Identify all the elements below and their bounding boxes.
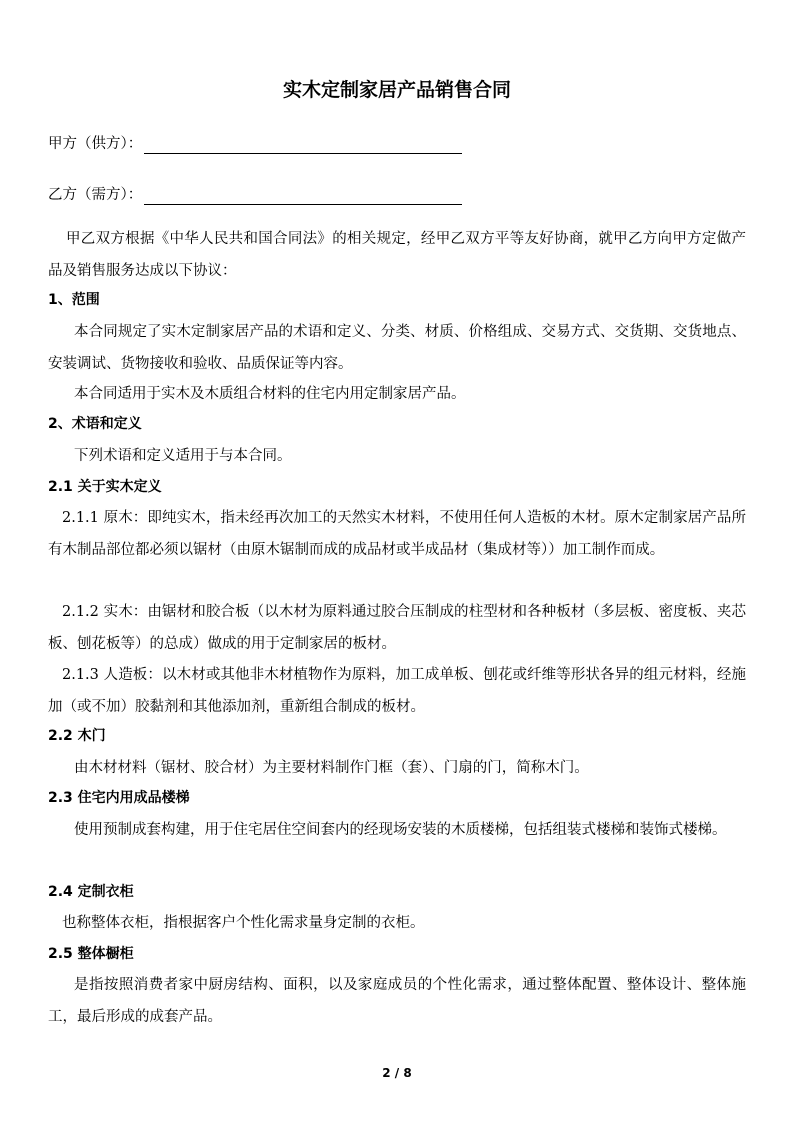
section-2-3-heading: 2.3 住宅内用成品楼梯 bbox=[48, 790, 190, 806]
section-1-heading: 1、范围 bbox=[48, 292, 100, 308]
section-2-4-heading: 2.4 定制衣柜 bbox=[48, 884, 134, 900]
section-2-paragraph-1: 下列术语和定义适用于与本合同。 bbox=[74, 448, 292, 464]
section-2-1-heading: 2.1 关于实木定义 bbox=[48, 479, 162, 495]
section-2-5-paragraph: 是指按照消费者家中厨房结构、面积，以及家庭成员的个性化需求，通过整体配置、整体设计、整体施工，最后形成的成套产品。 bbox=[48, 977, 746, 1025]
section-2-5-heading: 2.5 整体橱柜 bbox=[48, 946, 134, 962]
section-2-1-3-paragraph: 2.1.3 人造板：以木材或其他非木材植物作为原料，加工成单板、刨花或纤维等形状各异的组元材料，经施加（或不加）胶黏剂和其他添加剂，重新组合制成的板材。 bbox=[48, 667, 746, 715]
section-2-3-paragraph: 使用预制成套构建，用于住宅居住空间套内的经现场安装的木质楼梯，包括组装式楼梯和装饰式楼梯。 bbox=[74, 822, 727, 838]
party-a-blank[interactable] bbox=[144, 136, 462, 154]
document-title: 实木定制家居产品销售合同 bbox=[282, 79, 511, 101]
section-1-paragraph-2: 本合同适用于实木及木质组合材料的住宅内用定制家居产品。 bbox=[74, 386, 466, 402]
section-2-2-paragraph: 由木材材料（锯材、胶合材）为主要材料制作门框（套）、门扇的门，简称木门。 bbox=[74, 760, 589, 776]
party-a-label: 甲方（供方）： bbox=[48, 136, 143, 152]
party-a-line bbox=[48, 134, 462, 154]
section-2-1-1-paragraph: 2.1.1 原木：即纯实木，指未经再次加工的天然实木材料，不使用任何人造板的木材。原木定制家居产品所有木制品部位都必须以锯材（由原木锯制而成的成品材或半成品材（集成材等））加工制作而成。 bbox=[48, 510, 746, 558]
page-number: 2 / 8 bbox=[382, 1066, 412, 1080]
section-1-paragraph-1: 本合同规定了实木定制家居产品的术语和定义、分类、材质、价格组成、交易方式、交货期、交货地点、安装调试、货物接收和验收、品质保证等内容。 bbox=[48, 324, 746, 372]
section-2-1-2-paragraph: 2.1.2 实木：由锯材和胶合板（以木材为原料通过胶合压制成的柱型材和各种板材（多层板、密度板、夹芯板、刨花板等）的总成）做成的用于定制家居的板材。 bbox=[48, 604, 746, 652]
section-2-heading: 2、术语和定义 bbox=[48, 416, 142, 432]
section-2-4-paragraph: 也称整体衣柜，指根据客户个性化需求量身定制的衣柜。 bbox=[62, 915, 425, 931]
intro-paragraph: 甲乙双方根据《中华人民共和国合同法》的相关规定，经甲乙双方平等友好协商，就甲乙方向甲方定做产品及销售服务达成以下协议： bbox=[48, 231, 746, 279]
section-2-2-heading: 2.2 木门 bbox=[48, 728, 106, 744]
party-b-label: 乙方（需方）： bbox=[48, 187, 143, 203]
party-b-blank[interactable] bbox=[144, 187, 462, 205]
party-b-line bbox=[48, 185, 462, 205]
